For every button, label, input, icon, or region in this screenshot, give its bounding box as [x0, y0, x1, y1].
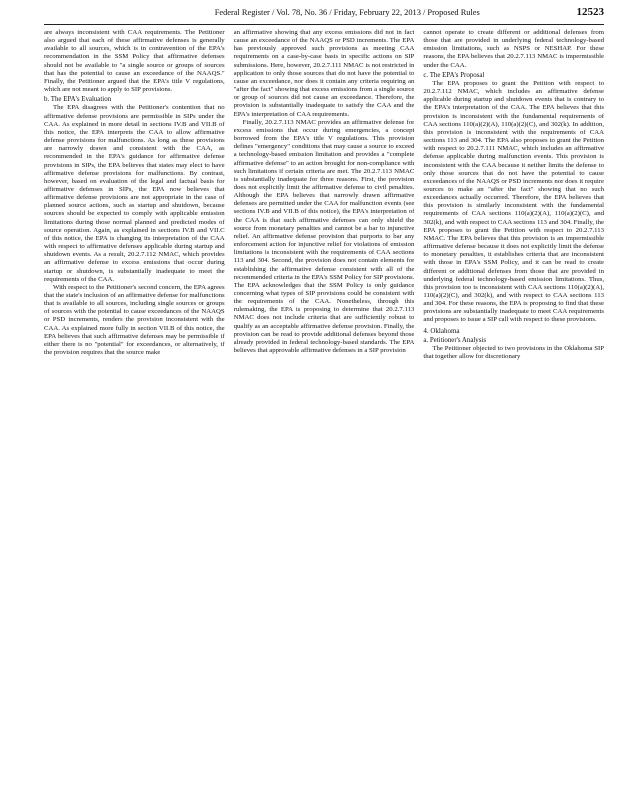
column-left: [44, 29, 225, 795]
paragraph: are always inconsistent with CAA requirements. The Petitioner also argued that each of these affirmative defenses is generally available to all sources, which is in contravention of the EPA's recommendation in the SSM Policy that affirmative defenses should not be available to "a single source or groups of sources that has the potential to cause an exceedance of the NAAQS." Finally, the Petitioner argued that the EPA's title V regulations, which are not meant to apply to SIP provisions.: [44, 29, 225, 94]
running-header: [44, 6, 604, 22]
subsection-heading: c. The EPA's Proposal: [423, 71, 485, 79]
page-number: 12523: [576, 6, 604, 18]
header-volume: / Vol. 78, No. 36: [271, 8, 328, 17]
subsection-heading: b. The EPA's Evaluation: [44, 96, 112, 104]
paragraph: The EPA proposes to grant the Petition with respect to 20.2.7.112 NMAC, which includes an affirmative defense applicable during startup and shutdown events that is contrary to the EPA's interpretation of the CAA. The EPA believes that this provision is inconsistent with the fundamental requirements of CAA sections 110(a)(2)(A), 110(a)(2)(C), and 302(k). In addition, this provision is inconsistent with the requirements of CAA sections 113 and 304. The EPA also proposes to grant the Petition with respect to 20.2.7.111 NMAC, which includes an affirmative defense applicable during malfunction events. This provision is inconsistent with the CAA because it neither limits the defense to only those sources that do not have the potential to cause exceedances of the NAAQS or PSD increments nor does it require sources to make an "after the fact" showing that no such exceedances actually occurred. Therefore, the EPA believes that this provision is similarly inconsistent with the fundamental requirements of CAA sections 110(a)(2)(A), 110(a)(2)(C), and 302(k), and with respect to CAA sections 113 and 304. Finally, the EPA proposes to grant the Petition with respect to 20.2.7.113 NMAC. The EPA believes that this provision is an impermissible affirmative defense because it does not explicitly limit the defense to monetary penalties, it establishes criteria that are inconsistent with those in EPA's SSM Policy, and it can be read to create different or additional defenses from those that are provided in underlying federal technology-based emission limitations. Thus, this provision too is inconsistent with CAA sections 110(a)(2)(A), 110(a)(2)(C), and 302(k), and with respect to CAA sections 113 and 304. For these reasons, the EPA is proposing to find that these provisions are substantially inadequate to meet CAA requirements and proposes to issue a SIP call with respect to these provisions.: [423, 79, 605, 324]
paragraph: With respect to the Petitioner's second concern, the EPA agrees that the state's inclusion of an affirmative defense for malfunctions that is available to all sources, including single sources or groups of sources with the potential to cause exceedances of the NAAQS or PSD increments, renders the provision inconsistent with the CAA. As explained more fully in section VII.B of this notice, the EPA believes that such affirmative defenses may be permissible if either there is no "potential" for exceedances, or alternatively, if the provision requires that the source make: [44, 283, 225, 357]
column-right: [423, 29, 604, 795]
header-date: / Friday, February 22, 2013: [329, 8, 421, 17]
column-middle: [234, 29, 415, 795]
text-columns: [44, 29, 604, 795]
subsection-heading: a. Petitioner's Analysis: [423, 336, 487, 344]
paragraph: The Petitioner objected to two provisions in the Oklahoma SIP that together allow for discretionary: [423, 344, 605, 361]
header-rule: [44, 24, 604, 25]
state-heading: 4. Oklahoma: [423, 326, 460, 335]
header-agency: Federal Register: [214, 8, 270, 17]
running-head-text: [118, 8, 577, 17]
paragraph: The EPA disagrees with the Petitioner's contention that no affirmative defense provisions are permissible in SIPs under the CAA. As explained in more detail in sections IV.B and VII.B of this notice, the EPA interprets the CAA to allow affirmative defense provisions for malfunctions. As long as these provisions are narrowly drawn and consistent with the CAA, as recommended in the EPA's guidance for affirmative defense provisions in SIPs, the EPA believes that states may elect to have affirmative defense provisions for malfunctions. By contrast, however, based on evaluation of the legal and factual basis for affirmative defenses in SIPs, the EPA now believes that affirmative defense provisions are not appropriate in the case of planned source actions, such as startup and shutdown, because sources should be expected to comply with applicable emission limitations during those normal planned and predicted modes of source operation. Again, as explained in sections IV.B and VII.C of this notice, the EPA is changing its interpretation of the CAA with respect to affirmative defenses applicable during startup and shutdown events. As a result, 20.2.7.112 NMAC, which provides an affirmative defense to excess emissions that occur during startup or shutdown, is substantially inadequate to meet the requirements of the CAA.: [44, 104, 225, 283]
paragraph: cannot operate to create different or additional defenses from those that are provided in underlying federal technology-based emission limitations, such as NSPS or NESHAP. For these reasons, the EPA believes that 20.2.7.113 NMAC is impermissible under the CAA.: [423, 29, 605, 69]
paragraph: an affirmative showing that any excess emissions did not in fact cause an exceedance of the NAAQS or PSD increments. The EPA has previously approved such provisions as meeting CAA requirements on a case-by-case basis in specific actions on SIP submissions. Here, however, 20.2.7.111 NMAC is not restricted in application to only those sources that do not have the potential to cause an exceedance, nor does it contain any criteria requiring an "after the fact" showing that excess emissions from a single source or group of sources did not cause an exceedance. Therefore, the provision is substantially inadequate to satisfy the CAA and the EPA's interpretation of CAA requirements.: [233, 29, 415, 118]
paragraph: Finally, 20.2.7.113 NMAC provides an affirmative defense for excess emissions that occur during emergencies, a concept borrowed from the EPA's title V regulations. This provision defines "emergency" conditions that may cause a source to exceed a technology-based emission limitation and provides a "complete affirmative defense" to an action brought for non-compliance with such limitations if certain criteria are met. The 20.2.7.113 NMAC is substantially inadequate for three reasons. First, the provision does not explicitly limit the affirmative defense to civil penalties. Although the EPA believes that narrowly drawn affirmative defenses are permitted under the CAA for malfunction events (see sections IV.B and VII.B of this notice), the EPA's interpretation of the CAA is that such affirmative defenses can only shield the source from monetary penalties and cannot be a bar to injunctive relief. An affirmative defense provision that purports to bar any enforcement action for injunctive relief for violations of emission limitations is inconsistent with the requirements of CAA sections 113 and 304. Second, the provision does not contain elements for establishing the affirmative defense consistent with all of the recommended criteria in the EPA's SSM Policy for SIP provisions. The EPA acknowledges that the SSM Policy is only guidance concerning what types of SIP provisions could be consistent with the requirements of the CAA. Nonetheless, through this rulemaking, the EPA is proposing to determine that 20.2.7.113 NMAC does not include criteria that are sufficiently robust to qualify as an acceptable affirmative defense provision. Finally, the provision can be read to provide additional defenses beyond those already provided in federal technology-based standards. The EPA believes that approvable affirmative defenses in a SIP provision: [233, 118, 415, 355]
header-section: / Proposed Rules: [423, 8, 480, 17]
